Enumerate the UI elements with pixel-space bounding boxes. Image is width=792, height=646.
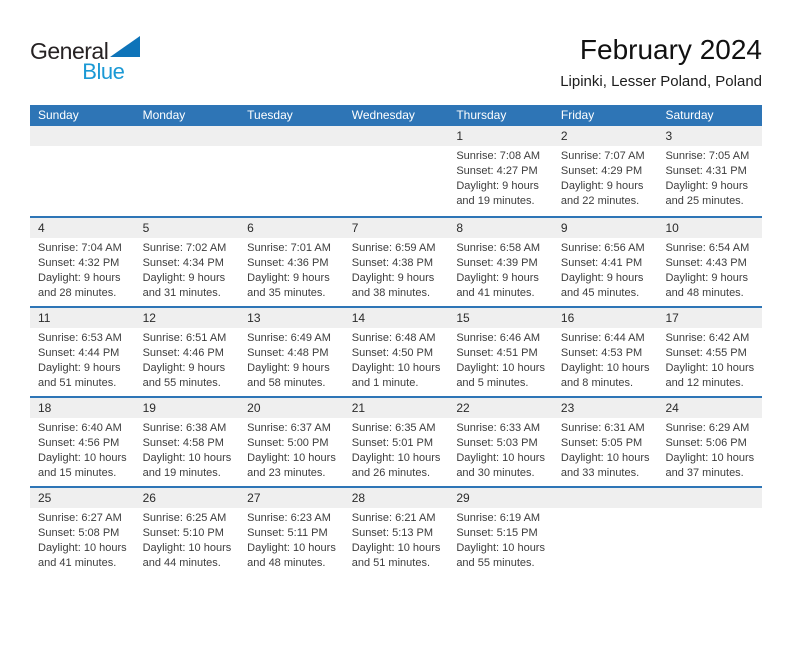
day-number: 24 [657,398,762,418]
day-line: Daylight: 9 hours [456,272,539,284]
day-number: 18 [30,398,135,418]
day-line: and 41 minutes. [38,557,117,569]
day-cell [448,488,553,576]
day-line: Sunset: 4:43 PM [665,257,747,269]
day-line: and 30 minutes. [456,467,535,479]
day-line: and 48 minutes. [665,287,744,299]
day-line: Daylight: 10 hours [665,362,755,374]
day-line: Sunrise: 6:21 AM [351,512,436,524]
weekday-header-saturday: Saturday [665,108,714,122]
week-row [30,306,762,396]
day-line: and 26 minutes. [351,467,431,479]
day-number: 12 [135,308,240,328]
day-number: 8 [448,218,553,238]
day-line: Sunset: 4:31 PM [665,165,747,177]
day-number [30,126,135,146]
day-line: and 23 minutes. [247,467,326,479]
day-line: Sunset: 4:34 PM [142,257,224,269]
day-number [135,126,240,146]
day-line: Daylight: 10 hours [142,452,232,464]
day-line: Sunrise: 7:05 AM [665,150,750,162]
day-line: Sunset: 5:05 PM [560,437,643,449]
day-line: Sunrise: 7:01 AM [247,242,331,254]
day-cell [448,398,553,486]
calendar-grid [30,126,762,576]
day-number: 14 [344,308,449,328]
day-number: 13 [239,308,344,328]
day-line: and 12 minutes. [665,377,744,389]
day-line: Sunrise: 6:31 AM [560,422,645,434]
day-line: Sunset: 4:38 PM [351,257,434,269]
title-block [560,34,762,90]
day-lines [344,238,449,301]
day-line: Daylight: 10 hours [142,542,232,554]
day-line: Sunrise: 6:42 AM [665,332,750,344]
day-line: Daylight: 9 hours [456,180,539,192]
day-lines [448,238,553,301]
day-line: and 41 minutes. [456,287,535,299]
day-number: 25 [30,488,135,508]
day-line: Daylight: 10 hours [351,452,441,464]
day-line: Sunset: 4:48 PM [247,347,329,359]
day-line: and 58 minutes. [247,377,326,389]
day-line: Sunrise: 7:07 AM [560,150,645,162]
day-line: Sunset: 4:36 PM [247,257,329,269]
day-line: Daylight: 10 hours [456,452,545,464]
day-number [239,126,344,146]
day-line: and 55 minutes. [456,557,535,569]
day-cell [239,398,344,486]
day-line: Sunset: 5:00 PM [247,437,329,449]
day-line: Sunrise: 6:56 AM [560,242,645,254]
day-number: 26 [135,488,240,508]
day-line: and 25 minutes. [665,195,744,207]
day-line: Daylight: 9 hours [560,272,644,284]
day-cell [30,126,135,216]
day-line: Daylight: 10 hours [38,542,127,554]
day-cell [239,218,344,306]
week-row [30,396,762,486]
day-number [553,488,658,508]
day-line: and 51 minutes. [38,377,117,389]
day-line: Sunrise: 6:27 AM [38,512,122,524]
day-lines [30,418,135,481]
weekday-header-tuesday: Tuesday [247,108,293,122]
weekday-header-monday: Monday [142,108,186,122]
day-line: Sunset: 5:13 PM [351,527,434,539]
day-line: Sunset: 5:06 PM [665,437,747,449]
day-lines [448,508,553,571]
day-lines [448,328,553,391]
day-number [657,488,762,508]
day-number: 9 [553,218,658,238]
day-lines [344,328,449,391]
day-cell [135,218,240,306]
day-line: and 28 minutes. [38,287,117,299]
day-line: Sunset: 4:41 PM [560,257,643,269]
day-line: and 31 minutes. [142,287,221,299]
day-number: 3 [657,126,762,146]
day-line: Sunset: 4:46 PM [142,347,224,359]
day-line: and 8 minutes. [560,377,634,389]
day-number: 21 [344,398,449,418]
day-lines [239,328,344,391]
day-line: Sunrise: 6:33 AM [456,422,541,434]
day-line: Sunset: 4:51 PM [456,347,538,359]
calendar [30,105,762,576]
day-line: Sunrise: 7:04 AM [38,242,122,254]
day-line: and 19 minutes. [456,195,535,207]
day-line: and 5 minutes. [456,377,529,389]
day-number: 1 [448,126,553,146]
day-cell [657,218,762,306]
day-line: Daylight: 10 hours [456,362,545,374]
day-line: and 51 minutes. [351,557,431,569]
day-lines [657,508,762,511]
day-line: Daylight: 10 hours [456,542,545,554]
day-line: Sunset: 4:29 PM [560,165,643,177]
day-cell [135,488,240,576]
day-cell [239,308,344,396]
day-line: Sunrise: 6:49 AM [247,332,331,344]
logo-text-general: General [30,38,109,64]
day-line: Sunrise: 6:35 AM [351,422,436,434]
day-lines [553,146,658,209]
day-line: Sunset: 4:27 PM [456,165,538,177]
day-lines [239,418,344,481]
day-lines [657,146,762,209]
day-number: 7 [344,218,449,238]
day-line: Daylight: 10 hours [560,362,650,374]
day-lines [239,508,344,571]
week-row [30,126,762,216]
day-number: 17 [657,308,762,328]
day-line: and 38 minutes. [351,287,431,299]
day-lines [30,508,135,571]
week-row [30,216,762,306]
day-cell [344,488,449,576]
day-line: Daylight: 10 hours [351,362,441,374]
day-line: and 1 minute. [351,377,419,389]
day-number: 16 [553,308,658,328]
day-number: 4 [30,218,135,238]
day-line: and 48 minutes. [247,557,326,569]
day-lines [135,146,240,149]
day-lines [135,238,240,301]
day-line: Daylight: 10 hours [351,542,441,554]
day-line: Sunrise: 6:44 AM [560,332,645,344]
day-cell [135,398,240,486]
day-line: Daylight: 9 hours [38,272,121,284]
day-line: Sunrise: 6:29 AM [665,422,750,434]
day-number: 10 [657,218,762,238]
day-number: 15 [448,308,553,328]
day-number: 28 [344,488,449,508]
day-cell [448,308,553,396]
day-line: and 22 minutes. [560,195,640,207]
day-line: Daylight: 10 hours [247,452,336,464]
day-line: Sunrise: 6:38 AM [142,422,227,434]
day-number: 23 [553,398,658,418]
day-line: Daylight: 9 hours [665,272,749,284]
day-cell [448,218,553,306]
day-lines [553,328,658,391]
day-line: Daylight: 9 hours [665,180,749,192]
day-cell [553,488,658,576]
day-line: and 44 minutes. [142,557,221,569]
day-cell [657,488,762,576]
day-cell [30,398,135,486]
day-line: Sunrise: 6:25 AM [142,512,227,524]
day-line: Sunset: 4:50 PM [351,347,434,359]
page-title: February 2024 [579,34,762,65]
day-line: and 45 minutes. [560,287,640,299]
day-lines [448,418,553,481]
day-number: 6 [239,218,344,238]
day-lines [239,146,344,149]
day-line: Daylight: 9 hours [247,362,330,374]
day-line: and 19 minutes. [142,467,221,479]
day-lines [553,508,658,511]
day-lines [657,328,762,391]
weekday-header-thursday: Thursday [456,108,507,122]
day-number: 5 [135,218,240,238]
day-line: Daylight: 10 hours [665,452,755,464]
day-line: Sunset: 5:11 PM [247,527,328,539]
day-line: Sunrise: 6:53 AM [38,332,122,344]
day-line: Sunset: 4:58 PM [142,437,224,449]
day-cell [344,126,449,216]
day-line: Daylight: 9 hours [247,272,330,284]
day-cell [30,488,135,576]
day-line: Sunrise: 6:19 AM [456,512,541,524]
day-line: Sunrise: 7:02 AM [142,242,227,254]
day-line: Sunrise: 6:51 AM [142,332,227,344]
day-line: and 55 minutes. [142,377,221,389]
day-cell [30,218,135,306]
day-line: Sunrise: 6:23 AM [247,512,331,524]
day-line: Daylight: 9 hours [38,362,121,374]
day-cell [448,126,553,216]
day-line: Sunset: 5:10 PM [142,527,224,539]
day-cell [135,126,240,216]
day-lines [344,418,449,481]
day-cell [344,308,449,396]
day-number: 20 [239,398,344,418]
day-number: 19 [135,398,240,418]
day-line: Sunrise: 6:58 AM [456,242,541,254]
day-line: Daylight: 10 hours [560,452,650,464]
day-number: 27 [239,488,344,508]
day-number: 11 [30,308,135,328]
day-cell [553,308,658,396]
day-line: Daylight: 9 hours [351,272,435,284]
day-line: Sunset: 4:39 PM [456,257,538,269]
day-cell [239,126,344,216]
page-subtitle: Lipinki, Lesser Poland, Poland [560,73,762,90]
day-line: Sunset: 5:01 PM [351,437,434,449]
day-cell [344,218,449,306]
day-lines [344,146,449,149]
day-line: Sunrise: 6:40 AM [38,422,122,434]
day-line: Daylight: 9 hours [560,180,644,192]
day-lines [657,418,762,481]
day-number: 2 [553,126,658,146]
day-line: Daylight: 10 hours [38,452,127,464]
day-line: and 33 minutes. [560,467,640,479]
weekday-header-wednesday: Wednesday [351,108,415,122]
day-number: 29 [448,488,553,508]
weekday-header-friday: Friday [560,108,595,122]
day-cell [553,126,658,216]
weekday-header-sunday: Sunday [38,108,79,122]
day-lines [30,238,135,301]
day-lines [135,508,240,571]
day-cell [657,398,762,486]
week-row [30,486,762,576]
day-lines [657,238,762,301]
weekday-header-row [30,105,762,126]
day-cell [30,308,135,396]
general-blue-logo [30,34,140,85]
day-lines [344,508,449,571]
page-header [30,34,762,91]
day-line: Sunrise: 6:37 AM [247,422,331,434]
day-line: and 35 minutes. [247,287,326,299]
day-line: Sunrise: 6:59 AM [351,242,436,254]
day-lines [553,418,658,481]
day-line: Daylight: 9 hours [142,362,226,374]
day-cell [239,488,344,576]
day-cell [553,218,658,306]
day-lines [135,328,240,391]
day-line: Sunset: 4:44 PM [38,347,120,359]
day-cell [657,126,762,216]
day-lines [239,238,344,301]
day-line: and 15 minutes. [38,467,117,479]
day-lines [30,328,135,391]
day-lines [30,146,135,149]
day-cell [657,308,762,396]
day-line: Daylight: 10 hours [247,542,336,554]
day-line: Sunrise: 6:48 AM [351,332,436,344]
day-line: Sunset: 5:03 PM [456,437,538,449]
day-line: Sunset: 5:15 PM [456,527,538,539]
day-line: Sunset: 4:53 PM [560,347,643,359]
day-line: and 37 minutes. [665,467,744,479]
day-line: Sunrise: 6:54 AM [665,242,750,254]
day-number [344,126,449,146]
logo-text-blue: Blue [82,59,125,84]
day-cell [553,398,658,486]
day-line: Sunset: 4:56 PM [38,437,120,449]
day-lines [135,418,240,481]
day-line: Sunset: 4:32 PM [38,257,120,269]
day-line: Sunrise: 7:08 AM [456,150,541,162]
day-cell [344,398,449,486]
day-line: Sunset: 5:08 PM [38,527,120,539]
day-lines [553,238,658,301]
day-line: Daylight: 9 hours [142,272,226,284]
day-line: Sunset: 4:55 PM [665,347,747,359]
day-cell [135,308,240,396]
day-number: 22 [448,398,553,418]
day-line: Sunrise: 6:46 AM [456,332,541,344]
day-lines [448,146,553,209]
